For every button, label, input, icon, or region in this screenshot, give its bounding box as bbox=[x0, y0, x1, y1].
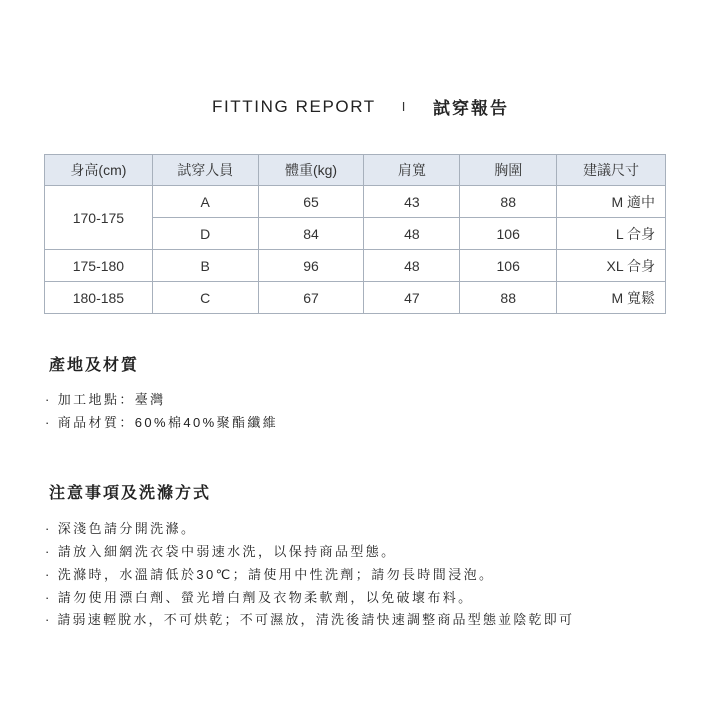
report-title-zh: 試穿報告 bbox=[432, 99, 509, 118]
origin-line: · 加工地點：臺灣 bbox=[45, 392, 166, 407]
report-title-en: FITTING REPORT bbox=[212, 96, 376, 116]
table-header-row bbox=[45, 155, 666, 186]
cell-person: B bbox=[152, 250, 258, 282]
cell-person: C bbox=[152, 282, 258, 314]
care-line: · 請勿使用漂白劑、螢光增白劑及衣物柔軟劑，以免破壞布料。 bbox=[45, 590, 474, 605]
cell-shoulder: 47 bbox=[364, 282, 460, 314]
care-line: · 請放入細網洗衣袋中弱速水洗，以保持商品型態。 bbox=[45, 544, 397, 559]
cell-shoulder: 48 bbox=[364, 250, 460, 282]
col-size: 建議尺寸 bbox=[557, 155, 666, 186]
title-separator: I bbox=[401, 99, 407, 114]
table-row bbox=[45, 250, 666, 282]
cell-weight: 67 bbox=[258, 282, 364, 314]
table-row bbox=[45, 282, 666, 314]
cell-person: A bbox=[152, 186, 258, 218]
cell-weight: 65 bbox=[258, 186, 364, 218]
report-header bbox=[0, 94, 721, 119]
origin-section-title: 產地及材質 bbox=[49, 357, 140, 374]
cell-shoulder: 43 bbox=[364, 186, 460, 218]
care-section-title: 注意事項及洗滌方式 bbox=[49, 485, 212, 502]
cell-height: 170-175 bbox=[45, 186, 153, 250]
care-line: · 請弱速輕脫水，不可烘乾；不可濕放，清洗後請快速調整商品型態並陰乾即可 bbox=[45, 612, 575, 627]
table-row bbox=[45, 186, 666, 218]
col-person: 試穿人員 bbox=[152, 155, 258, 186]
cell-size: M 寬鬆 bbox=[557, 282, 666, 314]
cell-size: M 適中 bbox=[557, 186, 666, 218]
cell-person: D bbox=[152, 218, 258, 250]
cell-weight: 84 bbox=[258, 218, 364, 250]
cell-chest: 88 bbox=[460, 282, 557, 314]
cell-height: 180-185 bbox=[45, 282, 153, 314]
col-chest: 胸圍 bbox=[460, 155, 557, 186]
col-weight: 體重(kg) bbox=[258, 155, 364, 186]
cell-weight: 96 bbox=[258, 250, 364, 282]
cell-size: L 合身 bbox=[557, 218, 666, 250]
fitting-table bbox=[44, 154, 666, 314]
care-line: · 洗滌時，水溫請低於30℃；請使用中性洗劑；請勿長時間浸泡。 bbox=[45, 567, 495, 582]
cell-shoulder: 48 bbox=[364, 218, 460, 250]
col-shoulder: 肩寬 bbox=[364, 155, 460, 186]
origin-line: · 商品材質：60%棉40%聚酯纖維 bbox=[45, 415, 279, 430]
cell-height: 175-180 bbox=[45, 250, 153, 282]
care-line: · 深淺色請分開洗滌。 bbox=[45, 521, 197, 536]
cell-chest: 106 bbox=[460, 250, 557, 282]
cell-chest: 106 bbox=[460, 218, 557, 250]
cell-size: XL 合身 bbox=[557, 250, 666, 282]
cell-chest: 88 bbox=[460, 186, 557, 218]
col-height: 身高(cm) bbox=[45, 155, 153, 186]
